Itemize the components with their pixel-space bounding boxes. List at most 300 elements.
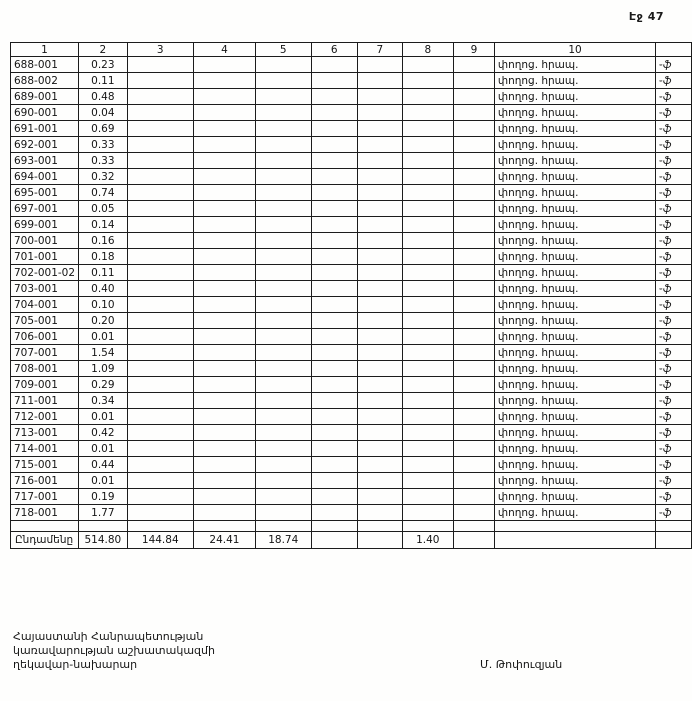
table-row: [11, 473, 692, 489]
cell-empty: [193, 361, 255, 377]
cell-value: 0.69: [79, 121, 128, 137]
cell-id: 700-001: [11, 233, 79, 249]
cell-empty: [193, 153, 255, 169]
cell-empty: [311, 185, 357, 201]
cell-empty: [255, 137, 311, 153]
cell-street: փողոց. հրապ.: [494, 137, 655, 153]
cell-empty: [402, 57, 453, 73]
cell-empty: [255, 377, 311, 393]
cell-empty: [357, 532, 402, 549]
cell-value: 0.33: [79, 153, 128, 169]
cell-empty: [453, 441, 494, 457]
cell-street: փողոց. հրապ.: [494, 89, 655, 105]
margin-mark: ֊ֆ: [656, 233, 692, 249]
cell-empty: [255, 457, 311, 473]
cell-empty: [453, 521, 494, 532]
column-header-4: 4: [193, 43, 255, 57]
cell-empty: [193, 409, 255, 425]
margin-mark: ֊ֆ: [656, 281, 692, 297]
cell-value: 0.01: [79, 441, 128, 457]
cell-empty: [357, 281, 402, 297]
cell-street: փողոց. հրապ.: [494, 361, 655, 377]
cell-street: փողոց. հրապ.: [494, 345, 655, 361]
cell-empty: [402, 281, 453, 297]
cell-empty: [402, 217, 453, 233]
cell-empty: [193, 505, 255, 521]
cell-empty: [127, 265, 193, 281]
cell-empty: [357, 409, 402, 425]
cell-empty: [255, 89, 311, 105]
table-row: [11, 441, 692, 457]
cell-empty: [453, 425, 494, 441]
cell-empty: [193, 473, 255, 489]
cell-empty: [193, 281, 255, 297]
table-row: [11, 409, 692, 425]
cell-empty: [402, 169, 453, 185]
table-row: [11, 361, 692, 377]
cell-empty: [255, 329, 311, 345]
cell-empty: [311, 153, 357, 169]
table-row: [11, 185, 692, 201]
cell-empty: [453, 361, 494, 377]
cell-empty: [357, 313, 402, 329]
cell-empty: [255, 73, 311, 89]
cell-empty: [357, 137, 402, 153]
cell-empty: [453, 57, 494, 73]
cell-empty: [357, 249, 402, 265]
footer-org-block: [13, 630, 215, 672]
cell-empty: [193, 73, 255, 89]
cell-empty: [127, 393, 193, 409]
table-row: [11, 265, 692, 281]
cell-empty: [453, 313, 494, 329]
cell-empty: [311, 121, 357, 137]
cell-empty: [311, 57, 357, 73]
cell-id: 703-001: [11, 281, 79, 297]
cell-street: փողոց. հրապ.: [494, 441, 655, 457]
cell-empty: [127, 313, 193, 329]
cell-empty: [311, 73, 357, 89]
cell-street: փողոց. հրապ.: [494, 281, 655, 297]
column-header-5: 5: [255, 43, 311, 57]
cell-empty: [193, 201, 255, 217]
cell-empty: [402, 313, 453, 329]
cell-street: փողոց. հրապ.: [494, 121, 655, 137]
cell-empty: [193, 393, 255, 409]
cell-empty: [193, 233, 255, 249]
cell-empty: [255, 217, 311, 233]
cell-empty: [357, 345, 402, 361]
table-row: [11, 281, 692, 297]
cell-empty: [402, 185, 453, 201]
cell-street: [494, 532, 655, 549]
cell-street: փողոց. հրապ.: [494, 169, 655, 185]
cell-empty: [402, 473, 453, 489]
cell-empty: [311, 457, 357, 473]
cell-empty: [453, 201, 494, 217]
cell-empty: [255, 505, 311, 521]
cell-value: 0.14: [79, 217, 128, 233]
cell-empty: [453, 489, 494, 505]
cell-empty: [453, 505, 494, 521]
table-row: [11, 201, 692, 217]
margin-mark: ֊ֆ: [656, 361, 692, 377]
margin-mark: ֊ֆ: [656, 329, 692, 345]
cell-street: փողոց. հրապ.: [494, 57, 655, 73]
table-row: [11, 329, 692, 345]
cell-empty: [453, 249, 494, 265]
cell-empty: [402, 345, 453, 361]
cell-value: 1.09: [79, 361, 128, 377]
table-row: [11, 297, 692, 313]
table-row: [11, 233, 692, 249]
cell-id: 702-001-02: [11, 265, 79, 281]
cell-id: 699-001: [11, 217, 79, 233]
cell-empty: [127, 73, 193, 89]
cell-empty: [311, 473, 357, 489]
cell-empty: [311, 201, 357, 217]
cell-id: 693-001: [11, 153, 79, 169]
cell-empty: [402, 377, 453, 393]
cell-empty: [402, 137, 453, 153]
cell-empty: [357, 169, 402, 185]
cell-empty: [402, 201, 453, 217]
cell-empty: [127, 441, 193, 457]
cell-empty: [255, 265, 311, 281]
cell-street: փողոց. հրապ.: [494, 425, 655, 441]
table-row: [11, 249, 692, 265]
margin-mark: ֊ֆ: [656, 265, 692, 281]
cell-street: փողոց. հրապ.: [494, 217, 655, 233]
cell-empty: [453, 233, 494, 249]
margin-mark: ֊ֆ: [656, 217, 692, 233]
cell-empty: [193, 105, 255, 121]
cell-value: 0.19: [79, 489, 128, 505]
table-header-row: [11, 43, 692, 57]
cell-empty: [255, 185, 311, 201]
cell-empty: [402, 121, 453, 137]
cell-empty: [357, 105, 402, 121]
cell-street: փողոց. հրապ.: [494, 393, 655, 409]
cell-empty: [127, 169, 193, 185]
cell-value: 0.40: [79, 281, 128, 297]
column-header-8: 8: [402, 43, 453, 57]
cell-empty: [311, 329, 357, 345]
cell-empty: [357, 473, 402, 489]
cell-value: 0.04: [79, 105, 128, 121]
cell-empty: [453, 457, 494, 473]
cell-empty: [193, 329, 255, 345]
margin-mark: ֊ֆ: [656, 153, 692, 169]
cell-empty: [127, 345, 193, 361]
table-row: [11, 345, 692, 361]
cell-empty: [402, 361, 453, 377]
cell-empty: [453, 153, 494, 169]
cell-empty: [357, 201, 402, 217]
cell-empty: [311, 441, 357, 457]
cell-empty: [453, 532, 494, 549]
cell-empty: [127, 489, 193, 505]
cell-value: 0.01: [79, 473, 128, 489]
column-header-1: 1: [11, 43, 79, 57]
margin-mark: ֊ֆ: [656, 297, 692, 313]
table-row: [11, 73, 692, 89]
cell-id: 691-001: [11, 121, 79, 137]
cell-empty: [402, 89, 453, 105]
cell-empty: [357, 89, 402, 105]
table-row: [11, 489, 692, 505]
cell-empty: [453, 281, 494, 297]
cell-empty: [402, 297, 453, 313]
cell-empty: [255, 57, 311, 73]
cell-empty: [193, 89, 255, 105]
cell-id: 692-001: [11, 137, 79, 153]
cell-empty: [193, 457, 255, 473]
cell-empty: [311, 409, 357, 425]
cell-id: 688-001: [11, 57, 79, 73]
cell-empty: [453, 185, 494, 201]
cell-empty: [311, 105, 357, 121]
margin-mark: ֊ֆ: [656, 473, 692, 489]
cell-street: փողոց. հրապ.: [494, 297, 655, 313]
cell-empty: [127, 233, 193, 249]
margin-mark: ֊ֆ: [656, 409, 692, 425]
cell-value: [79, 521, 128, 532]
cell-street: փողոց. հրապ.: [494, 265, 655, 281]
margin-mark: [656, 521, 692, 532]
cell-id: 707-001: [11, 345, 79, 361]
cell-empty: [453, 473, 494, 489]
cell-empty: [311, 425, 357, 441]
margin-spacer: [656, 43, 692, 57]
column-header-9: 9: [453, 43, 494, 57]
spacer-row: [11, 521, 692, 532]
cell-value: 0.11: [79, 73, 128, 89]
cell-empty: [193, 313, 255, 329]
margin-mark: ֊ֆ: [656, 441, 692, 457]
cell-empty: [255, 169, 311, 185]
cell-value: 0.44: [79, 457, 128, 473]
cell-id: [11, 521, 79, 532]
cell-empty: [402, 73, 453, 89]
cell-empty: [453, 345, 494, 361]
cell-id: 709-001: [11, 377, 79, 393]
cell-street: փողոց. հրապ.: [494, 185, 655, 201]
cell-value: 0.42: [79, 425, 128, 441]
cell-empty: [402, 425, 453, 441]
cell-street: փողոց. հրապ.: [494, 473, 655, 489]
cell-empty: 144.84: [127, 532, 193, 549]
cell-street: փողոց. հրապ.: [494, 153, 655, 169]
column-header-7: 7: [357, 43, 402, 57]
cell-id: 708-001: [11, 361, 79, 377]
cell-empty: [255, 121, 311, 137]
cell-empty: [453, 89, 494, 105]
table-row: [11, 313, 692, 329]
cell-empty: [193, 249, 255, 265]
signature-name: Մ. Թոփուզյան: [480, 658, 563, 671]
footer-org-line2: կառավարության աշխատակազմի: [13, 644, 215, 657]
cell-street: փողոց. հրապ.: [494, 409, 655, 425]
allotments-table: [10, 42, 692, 549]
cell-empty: [357, 57, 402, 73]
cell-empty: [193, 185, 255, 201]
cell-empty: [127, 521, 193, 532]
table-row: [11, 121, 692, 137]
margin-mark: [656, 532, 692, 549]
cell-empty: [255, 297, 311, 313]
cell-empty: [127, 121, 193, 137]
margin-mark: ֊ֆ: [656, 89, 692, 105]
footer-org-line3: ղեկավար-նախարար: [13, 658, 138, 671]
cell-empty: [311, 217, 357, 233]
cell-empty: [193, 425, 255, 441]
cell-empty: [311, 297, 357, 313]
cell-empty: [127, 361, 193, 377]
cell-id: Ընդամենը: [11, 532, 79, 549]
cell-empty: [357, 233, 402, 249]
table-row: [11, 105, 692, 121]
cell-empty: [127, 249, 193, 265]
cell-value: 0.48: [79, 89, 128, 105]
cell-value: 0.11: [79, 265, 128, 281]
table-row: [11, 393, 692, 409]
cell-empty: [255, 233, 311, 249]
cell-empty: [255, 281, 311, 297]
cell-empty: [357, 185, 402, 201]
cell-empty: [127, 409, 193, 425]
margin-mark: ֊ֆ: [656, 393, 692, 409]
cell-empty: [255, 361, 311, 377]
cell-empty: [127, 217, 193, 233]
cell-empty: [255, 313, 311, 329]
cell-empty: [357, 425, 402, 441]
cell-street: փողոց. հրապ.: [494, 505, 655, 521]
cell-value: 0.33: [79, 137, 128, 153]
table-row: [11, 425, 692, 441]
cell-empty: [311, 265, 357, 281]
cell-empty: [402, 457, 453, 473]
margin-mark: ֊ֆ: [656, 57, 692, 73]
cell-street: փողոց. հրապ.: [494, 377, 655, 393]
cell-value: 0.01: [79, 329, 128, 345]
cell-empty: [255, 249, 311, 265]
cell-empty: [311, 137, 357, 153]
cell-empty: [255, 153, 311, 169]
margin-mark: ֊ֆ: [656, 169, 692, 185]
cell-empty: [193, 441, 255, 457]
cell-street: փողոց. հրապ.: [494, 313, 655, 329]
cell-id: 695-001: [11, 185, 79, 201]
margin-mark: ֊ֆ: [656, 345, 692, 361]
margin-mark: ֊ֆ: [656, 185, 692, 201]
cell-empty: [357, 297, 402, 313]
cell-empty: [357, 393, 402, 409]
margin-mark: ֊ֆ: [656, 105, 692, 121]
margin-mark: ֊ֆ: [656, 121, 692, 137]
table-row: [11, 89, 692, 105]
cell-street: փողոց. հրապ.: [494, 105, 655, 121]
cell-empty: [311, 393, 357, 409]
cell-empty: [311, 505, 357, 521]
cell-value: 0.74: [79, 185, 128, 201]
cell-empty: 18.74: [255, 532, 311, 549]
cell-empty: [193, 137, 255, 153]
cell-empty: [311, 313, 357, 329]
cell-empty: [127, 297, 193, 313]
cell-empty: [193, 265, 255, 281]
margin-mark: ֊ֆ: [656, 137, 692, 153]
cell-empty: [193, 169, 255, 185]
cell-id: 713-001: [11, 425, 79, 441]
cell-empty: [453, 393, 494, 409]
cell-empty: [311, 249, 357, 265]
cell-empty: [311, 281, 357, 297]
cell-empty: [453, 409, 494, 425]
cell-id: 705-001: [11, 313, 79, 329]
cell-empty: [255, 473, 311, 489]
margin-mark: ֊ֆ: [656, 489, 692, 505]
cell-empty: [255, 201, 311, 217]
cell-empty: [193, 521, 255, 532]
cell-street: փողոց. հրապ.: [494, 201, 655, 217]
cell-value: 1.54: [79, 345, 128, 361]
cell-empty: [402, 265, 453, 281]
table-row: [11, 57, 692, 73]
cell-empty: [357, 441, 402, 457]
cell-empty: [402, 441, 453, 457]
cell-empty: [193, 489, 255, 505]
cell-empty: [193, 345, 255, 361]
cell-empty: [127, 185, 193, 201]
cell-empty: [127, 137, 193, 153]
margin-mark: ֊ֆ: [656, 457, 692, 473]
cell-empty: [311, 377, 357, 393]
cell-value: 0.23: [79, 57, 128, 73]
cell-empty: [402, 329, 453, 345]
cell-street: [494, 521, 655, 532]
cell-empty: [127, 105, 193, 121]
cell-street: փողոց. հրապ.: [494, 233, 655, 249]
cell-empty: [255, 521, 311, 532]
cell-empty: [311, 233, 357, 249]
margin-mark: ֊ֆ: [656, 313, 692, 329]
column-header-10: 10: [494, 43, 655, 57]
margin-mark: ֊ֆ: [656, 73, 692, 89]
cell-empty: [193, 121, 255, 137]
cell-empty: [453, 265, 494, 281]
cell-id: 716-001: [11, 473, 79, 489]
cell-empty: [127, 473, 193, 489]
cell-id: 706-001: [11, 329, 79, 345]
cell-empty: [453, 217, 494, 233]
margin-mark: ֊ֆ: [656, 377, 692, 393]
cell-empty: [311, 345, 357, 361]
table-row: [11, 457, 692, 473]
cell-id: 694-001: [11, 169, 79, 185]
table-row: [11, 153, 692, 169]
page-number-label: Էջ 47: [628, 10, 664, 23]
cell-empty: [402, 505, 453, 521]
cell-empty: 1.40: [402, 532, 453, 549]
cell-street: փողոց. հրապ.: [494, 329, 655, 345]
total-row: [11, 532, 692, 549]
cell-empty: [357, 377, 402, 393]
cell-empty: [311, 169, 357, 185]
cell-empty: [402, 489, 453, 505]
cell-empty: [402, 105, 453, 121]
cell-empty: [255, 409, 311, 425]
